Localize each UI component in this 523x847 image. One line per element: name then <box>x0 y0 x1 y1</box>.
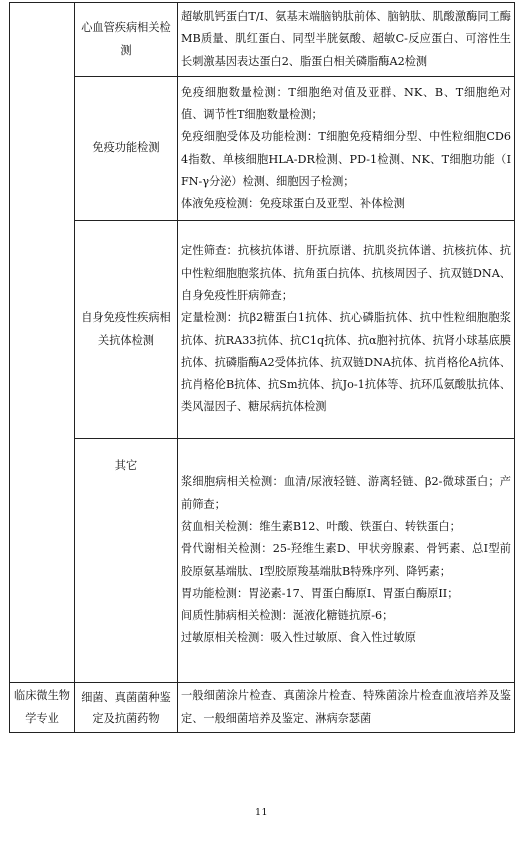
content-paragraph: 免疫细胞数量检测：T细胞绝对值及亚群、NK、B、T细胞绝对值、调节性T细胞数量检测； <box>181 85 511 121</box>
content-paragraph: 过敏原相关检测：吸入性过敏原、食入性过敏原 <box>181 631 416 645</box>
content-paragraph: 一般细菌涂片检查、真菌涂片检查、特殊菌涂片检查血液培养及鉴定、一般细菌培养及鉴定、淋病奈瑟菌 <box>181 689 511 725</box>
content-paragraph: 骨代谢相关检测：25-羟维生素D、甲状旁腺素、骨钙素、总I型前胶原氨基端肽、I型胶原羧基端肽B特殊序列、降钙素； <box>181 542 511 578</box>
table-row <box>10 683 515 733</box>
content-paragraph: 定量检测：抗β2糖蛋白1抗体、抗心磷脂抗体、抗中性粒细胞胞浆抗体、抗RA33抗体、抗C1q抗体、抗α胞衬抗体、抗肾小球基底膜抗体、抗磷脂酶A2受体抗体、抗双链DNA抗体、抗肖格伦A抗体、抗肖格伦B抗体、抗Sm抗体、抗Jo-1抗体等、抗环瓜氨酸肽抗体、类风湿因子、糖尿病抗体检测 <box>181 311 511 414</box>
category-cell: 细菌、真菌菌种鉴定及抗菌药物 <box>75 683 178 733</box>
test-items-table <box>9 2 515 733</box>
table-row <box>10 221 515 439</box>
category-cell: 心血管疾病相关检测 <box>75 3 178 77</box>
content-paragraph: 定性筛查：抗核抗体谱、肝抗原谱、抗肌炎抗体谱、抗核抗体、抗中性粒细胞胞浆抗体、抗角蛋白抗体、抗核周因子、抗双链DNA、自身免疫性肝病筛查； <box>181 244 511 302</box>
content-cell <box>178 683 515 733</box>
major-cell-empty <box>10 3 75 683</box>
content-paragraph: 免疫细胞受体及功能检测：T细胞免疫精细分型、中性粒细胞CD64指数、单核细胞HLA-DR检测、PD-1检测、NK、T细胞功能（IFN-γ分泌）检测、细胞因子检测； <box>181 130 511 188</box>
category-cell: 其它 <box>75 439 178 683</box>
content-paragraph: 贫血相关检测：维生素B12、叶酸、铁蛋白、转铁蛋白； <box>181 519 461 533</box>
content-paragraph: 超敏肌钙蛋白T/I、氨基末端脑钠肽前体、脑钠肽、肌酸激酶同工酶MB质量、肌红蛋白、同型半胱氨酸、超敏C-反应蛋白、可溶性生长刺激基因表达蛋白2、脂蛋白相关磷脂酶A2检测 <box>181 10 511 68</box>
page-number: 11 <box>254 807 269 818</box>
content-cell <box>178 221 515 439</box>
major-cell: 临床微生物学专业 <box>10 683 75 733</box>
content-cell <box>178 3 515 77</box>
content-cell <box>178 77 515 221</box>
content-paragraph: 间质性肺病相关检测：涎液化糖链抗原-6； <box>181 609 394 623</box>
table-row <box>10 439 515 683</box>
table-row <box>10 77 515 221</box>
content-paragraph: 体液免疫检测：免疫球蛋白及亚型、补体检测 <box>181 197 405 211</box>
category-cell: 自身免疫性疾病相关抗体检测 <box>75 221 178 439</box>
content-paragraph: 浆细胞病相关检测：血清/尿液轻链、游离轻链、β2-微球蛋白；产前筛查； <box>181 475 511 511</box>
table-row <box>10 3 515 77</box>
content-paragraph: 胃功能检测：胃泌素-17、胃蛋白酶原I、胃蛋白酶原II； <box>181 586 459 600</box>
content-cell <box>178 439 515 683</box>
category-cell: 免疫功能检测 <box>75 77 178 221</box>
